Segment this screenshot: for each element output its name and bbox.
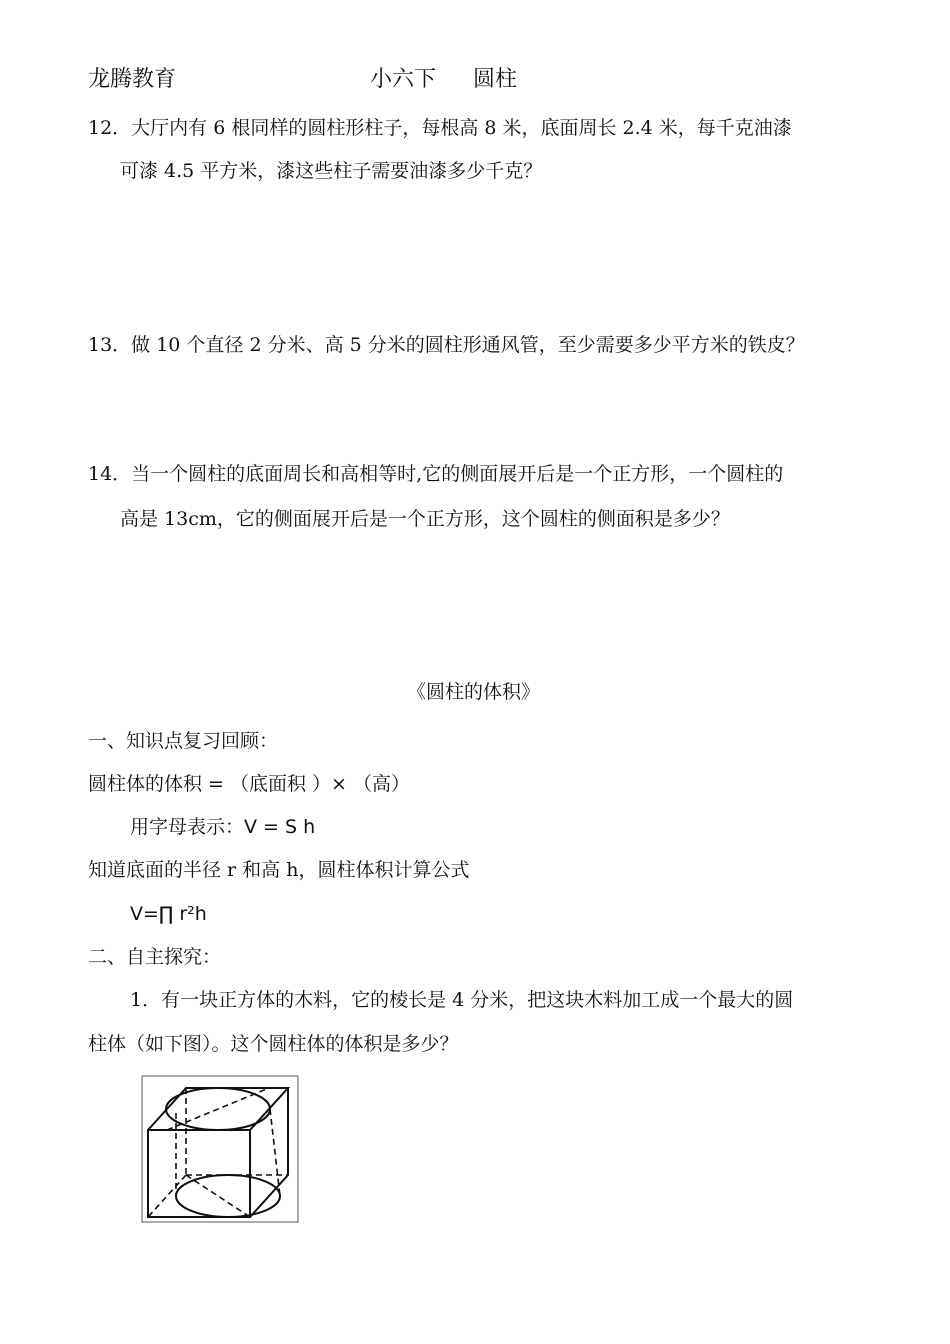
cylinder-in-cube-figure <box>141 1075 299 1223</box>
bottom-diagonal <box>186 1175 250 1217</box>
radius-formula: V=∏ r²h <box>130 903 207 925</box>
exercise-1-line-1: 1．有一块正方体的木料，它的棱长是 4 分米，把这块木料加工成一个最大的圆 <box>130 989 794 1011</box>
question-12-line-1: 12．大厅内有 6 根同样的圆柱形柱子，每根高 8 米，底面周长 2.4 米，每千克油漆 <box>88 117 792 139</box>
part-1-heading: 一、知识点复习回顾： <box>88 730 279 752</box>
section-title: 《圆柱的体积》 <box>407 681 541 703</box>
cylinder-in-cube-drawing <box>141 1075 299 1223</box>
header-org: 龙腾教育 <box>88 67 177 92</box>
cube-front-face <box>148 1130 250 1217</box>
cylinder-bottom-ellipse <box>176 1175 280 1217</box>
part-2-heading: 二、自主探究： <box>88 946 222 968</box>
cylinder-right-side <box>270 1109 280 1196</box>
question-14-line-2: 高是 13cm，它的侧面展开后是一个正方形，这个圆柱的侧面积是多少？ <box>120 508 730 530</box>
header-topic: 圆柱 <box>473 67 518 92</box>
formula-words: 圆柱体的体积 = （底面积 ）× （高） <box>88 773 410 795</box>
question-13-line-1: 13．做 10 个直径 2 分米、高 5 分米的圆柱形通风管，至少需要多少平方米的铁皮？ <box>88 334 805 356</box>
exercise-1-line-2: 柱体（如下图）。这个圆柱体的体积是多少？ <box>88 1033 459 1055</box>
question-12-line-2: 可漆 4.5 平方米，漆这些柱子需要油漆多少千克？ <box>120 160 543 182</box>
question-14-line-1: 14．当一个圆柱的底面周长和高相等时,它的侧面展开后是一个正方形，一个圆柱的 <box>88 463 784 485</box>
header-grade: 小六下 <box>370 67 437 92</box>
formula-letters: 用字母表示：V = S h <box>130 816 316 838</box>
radius-text: 知道底面的半径 r 和高 h，圆柱体积计算公式 <box>88 859 470 881</box>
cube-hidden-left-edge <box>148 1175 186 1217</box>
